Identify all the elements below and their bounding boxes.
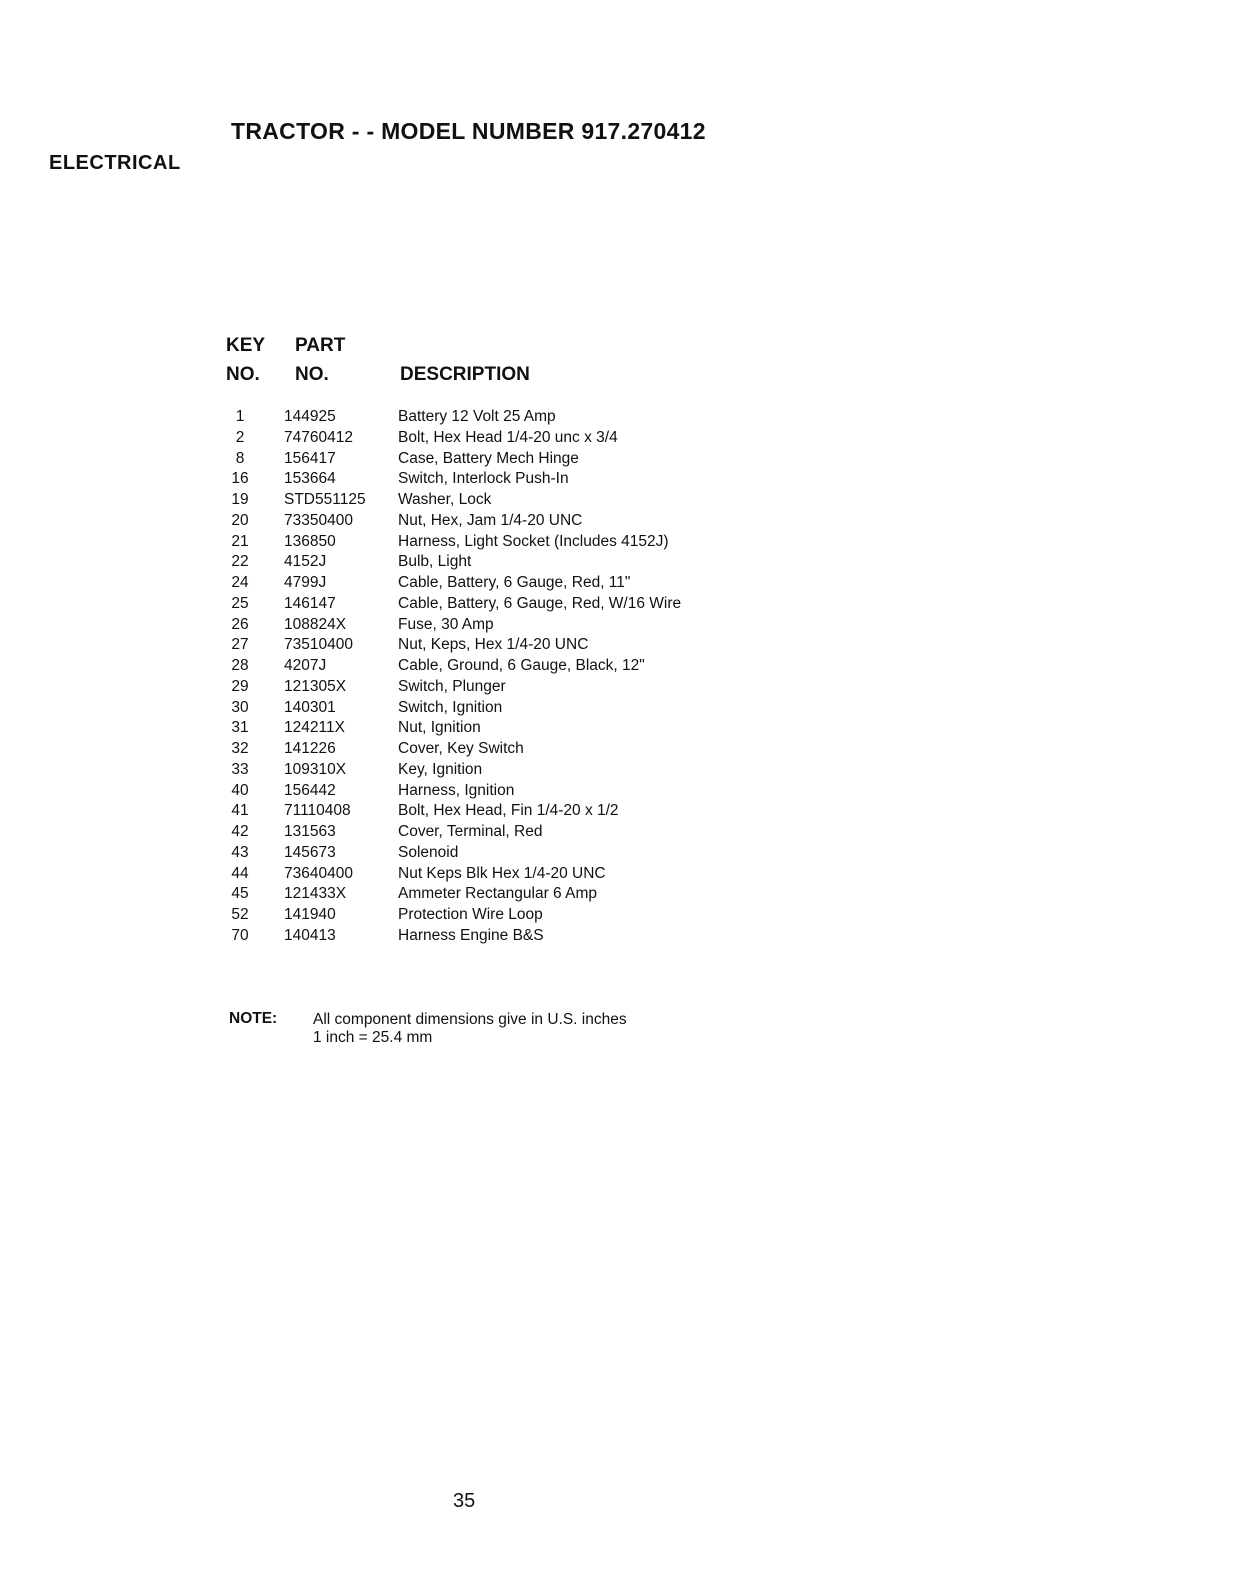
key-no-cell: 21 (231, 532, 249, 550)
part-no-cell: 4799J (284, 574, 327, 591)
part-no-cell: 71110408 (284, 802, 351, 820)
table-row (222, 635, 681, 656)
table-row (222, 884, 681, 905)
description-cell: Switch, Interlock Push-In (398, 470, 569, 488)
key-no-cell: 27 (231, 636, 249, 654)
key-no-cell: 28 (231, 657, 249, 674)
note-text (313, 1011, 627, 1047)
description-cell: Bolt, Hex Head 1/4-20 unc x 3/4 (398, 428, 618, 446)
description-cell: Cable, Battery, 6 Gauge, Red, 11" (398, 574, 631, 591)
description-cell: Cover, Terminal, Red (398, 823, 543, 840)
table-row (222, 469, 681, 490)
table-row (222, 739, 681, 760)
table-row (222, 656, 681, 677)
table-row (222, 781, 681, 802)
table-row (222, 490, 681, 511)
part-no-cell: 131563 (284, 823, 336, 840)
key-no-cell: 70 (231, 926, 249, 944)
description-cell: Cable, Battery, 6 Gauge, Red, W/16 Wire (398, 594, 682, 612)
table-row (222, 532, 681, 553)
part-no-cell: 124211X (284, 719, 345, 737)
header-part-top: PART (295, 335, 346, 356)
part-no-cell: 121433X (284, 885, 347, 903)
key-no-cell: 2 (235, 428, 245, 446)
description-cell: Key, Ignition (398, 760, 483, 778)
part-no-cell: 156417 (284, 449, 336, 467)
table-row (222, 552, 681, 573)
key-no-cell: 24 (231, 574, 249, 591)
description-cell: Switch, Ignition (398, 698, 503, 716)
note-label: NOTE: (229, 1010, 278, 1027)
description-cell: Bulb, Light (398, 553, 472, 571)
table-row (222, 843, 681, 864)
key-no-cell: 29 (231, 677, 249, 695)
description-cell: Washer, Lock (398, 491, 492, 508)
description-cell: Nut, Ignition (398, 719, 481, 737)
key-no-cell: 19 (231, 491, 249, 508)
table-row (222, 428, 681, 449)
part-no-cell: 140301 (284, 698, 336, 716)
description-cell: Solenoid (398, 843, 459, 861)
description-cell: Cable, Ground, 6 Gauge, Black, 12" (398, 657, 645, 674)
description-cell: Harness, Ignition (398, 781, 515, 799)
key-no-cell: 31 (231, 719, 249, 737)
table-row (222, 926, 681, 947)
part-no-cell: 156442 (284, 781, 336, 799)
table-row (222, 677, 681, 698)
key-no-cell: 22 (231, 553, 249, 571)
key-no-cell: 43 (231, 843, 249, 861)
part-no-cell: 145673 (284, 843, 336, 861)
key-no-cell: 40 (231, 781, 249, 799)
part-no-cell: 140413 (284, 926, 336, 944)
description-cell: Nut Keps Blk Hex 1/4-20 UNC (398, 864, 606, 882)
description-cell: Case, Battery Mech Hinge (398, 449, 579, 467)
part-no-cell: 146147 (284, 594, 336, 612)
header-part-bottom: NO. (295, 364, 329, 385)
part-no-cell: 141940 (284, 906, 336, 923)
part-no-cell: 121305X (284, 677, 347, 695)
table-row (222, 698, 681, 719)
table-row (222, 905, 681, 926)
parts-table-body (222, 407, 681, 947)
table-row (222, 801, 681, 822)
key-no-cell: 30 (231, 698, 249, 716)
key-no-cell: 32 (231, 740, 249, 757)
table-row (222, 511, 681, 532)
description-cell: Harness, Light Socket (Includes 4152J) (398, 532, 669, 550)
part-no-cell: 4152J (284, 553, 327, 571)
key-no-cell: 20 (231, 511, 249, 529)
table-row (222, 615, 681, 636)
key-no-cell: 8 (235, 449, 245, 467)
table-row (222, 449, 681, 470)
part-no-cell: 73640400 (284, 864, 353, 882)
key-no-cell: 16 (231, 470, 249, 488)
description-cell: Nut, Hex, Jam 1/4-20 UNC (398, 511, 583, 529)
part-no-cell: 108824X (284, 615, 347, 633)
key-no-cell: 42 (231, 823, 249, 840)
header-description: DESCRIPTION (400, 364, 530, 385)
table-row (222, 760, 681, 781)
part-no-cell: 74760412 (284, 428, 353, 446)
part-no-cell: 141226 (284, 740, 336, 757)
note-line-2: 1 inch = 25.4 mm (313, 1029, 433, 1046)
part-no-cell: 153664 (284, 470, 336, 488)
part-no-cell: 73510400 (284, 636, 353, 654)
key-no-cell: 45 (231, 885, 249, 903)
part-no-cell: 73350400 (284, 511, 353, 529)
section-heading: ELECTRICAL (49, 152, 181, 174)
part-no-cell: STD551125 (284, 491, 366, 508)
parts-table (222, 407, 681, 947)
description-cell: Ammeter Rectangular 6 Amp (398, 885, 598, 903)
description-cell: Bolt, Hex Head, Fin 1/4-20 x 1/2 (398, 802, 619, 820)
table-row (222, 822, 681, 843)
description-cell: Nut, Keps, Hex 1/4-20 UNC (398, 636, 589, 654)
part-no-cell: 136850 (284, 532, 336, 550)
description-cell: Fuse, 30 Amp (398, 615, 494, 633)
header-key-bottom: NO. (226, 364, 260, 385)
page-number: 35 (453, 1490, 476, 1512)
description-cell: Cover, Key Switch (398, 740, 524, 757)
key-no-cell: 44 (231, 864, 249, 882)
part-no-cell: 4207J (284, 657, 327, 674)
description-cell: Switch, Plunger (398, 677, 506, 695)
table-row (222, 573, 681, 594)
key-no-cell: 41 (231, 802, 249, 820)
description-cell: Battery 12 Volt 25 Amp (398, 408, 556, 425)
part-no-cell: 109310X (284, 760, 347, 778)
key-no-cell: 26 (231, 615, 249, 633)
table-row (222, 594, 681, 615)
note-line-1: All component dimensions give in U.S. inches (313, 1011, 627, 1028)
table-row (222, 407, 681, 428)
key-no-cell: 1 (235, 408, 245, 425)
description-cell: Protection Wire Loop (398, 906, 543, 923)
key-no-cell: 52 (231, 906, 249, 923)
key-no-cell: 25 (231, 594, 249, 612)
description-cell: Harness Engine B&S (398, 926, 544, 944)
table-row (222, 864, 681, 885)
table-row (222, 718, 681, 739)
key-no-cell: 33 (231, 760, 249, 778)
header-key-top: KEY (226, 335, 266, 356)
part-no-cell: 144925 (284, 408, 336, 425)
page-title: TRACTOR - - MODEL NUMBER 917.270412 (231, 118, 706, 144)
